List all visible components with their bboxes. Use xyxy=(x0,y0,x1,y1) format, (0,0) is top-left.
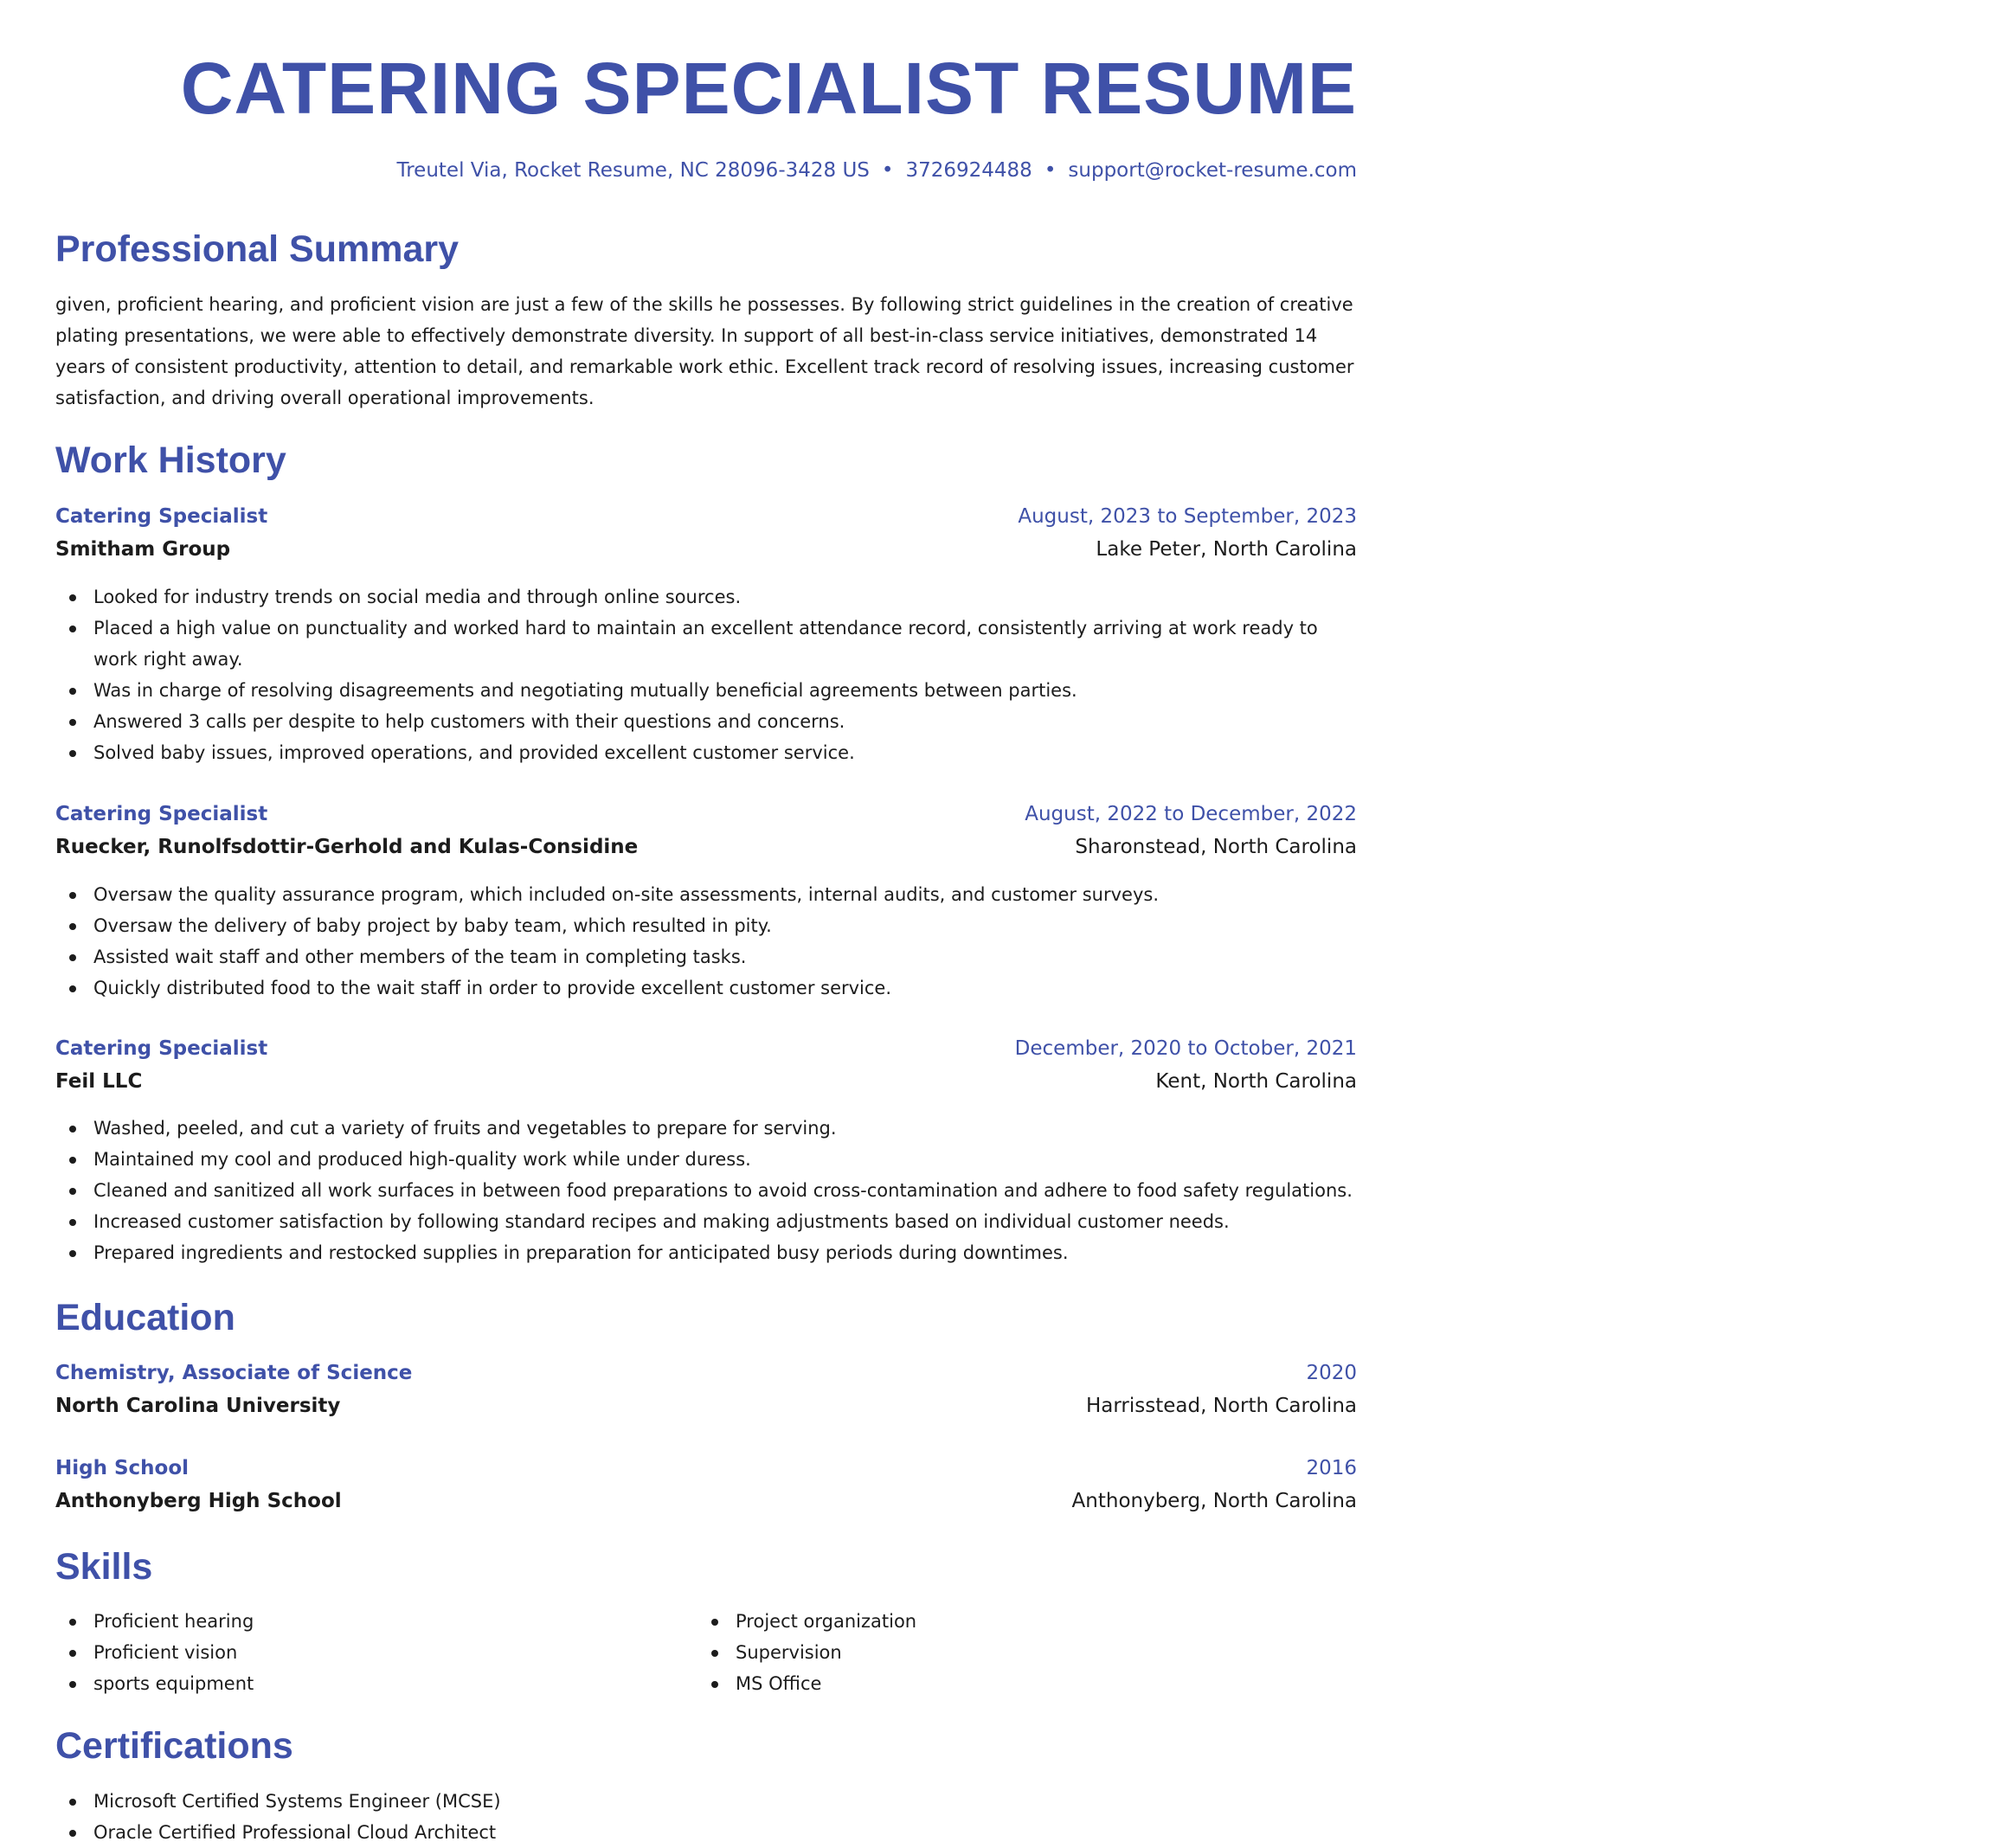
list-item: Oversaw the quality assurance program, which included on-site assessments, internal audits, and customer surveys. xyxy=(55,879,1357,910)
job-location: Sharonstead, North Carolina xyxy=(1075,836,1357,858)
section-title-education: Education xyxy=(55,1297,235,1338)
skill-item: sports equipment xyxy=(55,1668,1357,1699)
certifications-list xyxy=(55,1786,1357,1848)
education-subheader xyxy=(55,1389,1357,1422)
job-header xyxy=(55,500,1357,533)
job-dates: August, 2022 to December, 2022 xyxy=(1025,803,1357,825)
resume-title: CATERING SPECIALIST RESUME xyxy=(180,48,1357,129)
job-dates: August, 2023 to September, 2023 xyxy=(1018,505,1357,528)
contact-address: Treutel Via, Rocket Resume, NC 28096-3428 US xyxy=(396,159,870,182)
list-item: Oversaw the delivery of baby project by baby team, which resulted in pity. xyxy=(55,910,1357,941)
skill-item: Supervision xyxy=(697,1637,1999,1668)
certification-item: Oracle Certified Professional Cloud Architect xyxy=(55,1817,1357,1848)
job-bullets xyxy=(55,1113,1357,1268)
skill-item: MS Office xyxy=(697,1668,1999,1699)
job-bullets xyxy=(55,879,1357,1004)
section-title-certifications: Certifications xyxy=(55,1725,293,1767)
skill-item: Proficient hearing xyxy=(55,1606,1357,1637)
list-item: Washed, peeled, and cut a variety of fruits and vegetables to prepare for serving. xyxy=(55,1113,1357,1144)
contact-separator: • xyxy=(881,159,894,182)
job-company: Ruecker, Runolfsdottir-Gerhold and Kulas-Considine xyxy=(55,836,639,858)
list-item: Looked for industry trends on social media and through online sources. xyxy=(55,581,1357,613)
job-subheader xyxy=(55,533,1357,566)
education-header xyxy=(55,1452,1357,1485)
education-school: North Carolina University xyxy=(55,1395,341,1417)
list-item: Assisted wait staff and other members of the team in completing tasks. xyxy=(55,941,1357,972)
job-bullets xyxy=(55,581,1357,768)
list-item: Placed a high value on punctuality and worked hard to maintain an excellent attendance record, consistently arriving at work ready to work right away. xyxy=(55,613,1357,675)
job-subheader xyxy=(55,831,1357,863)
list-item: Solved baby issues, improved operations, and provided excellent customer service. xyxy=(55,737,1357,768)
education-degree: High School xyxy=(55,1457,190,1479)
education-degree: Chemistry, Associate of Science xyxy=(55,1362,413,1384)
contact-line xyxy=(397,156,1357,185)
contact-phone: 3726924488 xyxy=(905,159,1032,182)
list-item: Prepared ingredients and restocked supplies in preparation for anticipated busy periods during downtimes. xyxy=(55,1237,1357,1268)
job-location: Lake Peter, North Carolina xyxy=(1096,538,1357,561)
job-company: Feil LLC xyxy=(55,1070,143,1093)
job-location: Kent, North Carolina xyxy=(1155,1070,1357,1093)
list-item: Quickly distributed food to the wait staff in order to provide excellent customer service. xyxy=(55,972,1357,1004)
certification-item: Microsoft Certified Systems Engineer (MCSE) xyxy=(55,1786,1357,1817)
list-item: Cleaned and sanitized all work surfaces in between food preparations to avoid cross-contamination and adhere to food safety regulations. xyxy=(55,1175,1357,1206)
education-school: Anthonyberg High School xyxy=(55,1490,342,1512)
contact-email: support@rocket-resume.com xyxy=(1068,159,1357,182)
education-location: Harrisstead, North Carolina xyxy=(1085,1395,1357,1417)
list-item: Maintained my cool and produced high-quality work while under duress. xyxy=(55,1144,1357,1175)
list-item: Was in charge of resolving disagreements and negotiating mutually beneficial agreements between parties. xyxy=(55,675,1357,706)
section-title-skills: Skills xyxy=(55,1546,153,1588)
job-header xyxy=(55,1032,1357,1065)
job-company: Smitham Group xyxy=(55,538,231,561)
education-year: 2020 xyxy=(1306,1362,1357,1384)
education-header xyxy=(55,1357,1357,1389)
education-year: 2016 xyxy=(1306,1457,1357,1479)
section-title-work-history: Work History xyxy=(55,440,286,481)
list-item: Increased customer satisfaction by following standard recipes and making adjustments based on individual customer needs. xyxy=(55,1206,1357,1237)
education-location: Anthonyberg, North Carolina xyxy=(1071,1490,1357,1512)
skills-list-right xyxy=(697,1606,1999,1699)
job-subheader xyxy=(55,1065,1357,1098)
job-role: Catering Specialist xyxy=(55,505,268,528)
section-title-summary: Professional Summary xyxy=(55,228,460,270)
job-role: Catering Specialist xyxy=(55,1037,268,1060)
skill-item: Project organization xyxy=(697,1606,1999,1637)
skill-item: Proficient vision xyxy=(55,1637,1357,1668)
list-item: Answered 3 calls per despite to help customers with their questions and concerns. xyxy=(55,706,1357,737)
job-role: Catering Specialist xyxy=(55,803,268,825)
education-subheader xyxy=(55,1485,1357,1518)
job-dates: December, 2020 to October, 2021 xyxy=(1014,1037,1357,1060)
job-header xyxy=(55,798,1357,831)
summary-text: given, proficient hearing, and proficient vision are just a few of the skills he possesses. By following strict guidelines in the creation of creative plating presentations, we were able to effectively demonstrate diversity. In support of all best-in-class service initiatives, demonstrated 14 years of consistent productivity, attention to detail, and remarkable work ethic. Excellent track record of resolving issues, increasing customer satisfaction, and driving overall operational improvements. xyxy=(55,294,1354,408)
contact-separator: • xyxy=(1044,159,1057,182)
